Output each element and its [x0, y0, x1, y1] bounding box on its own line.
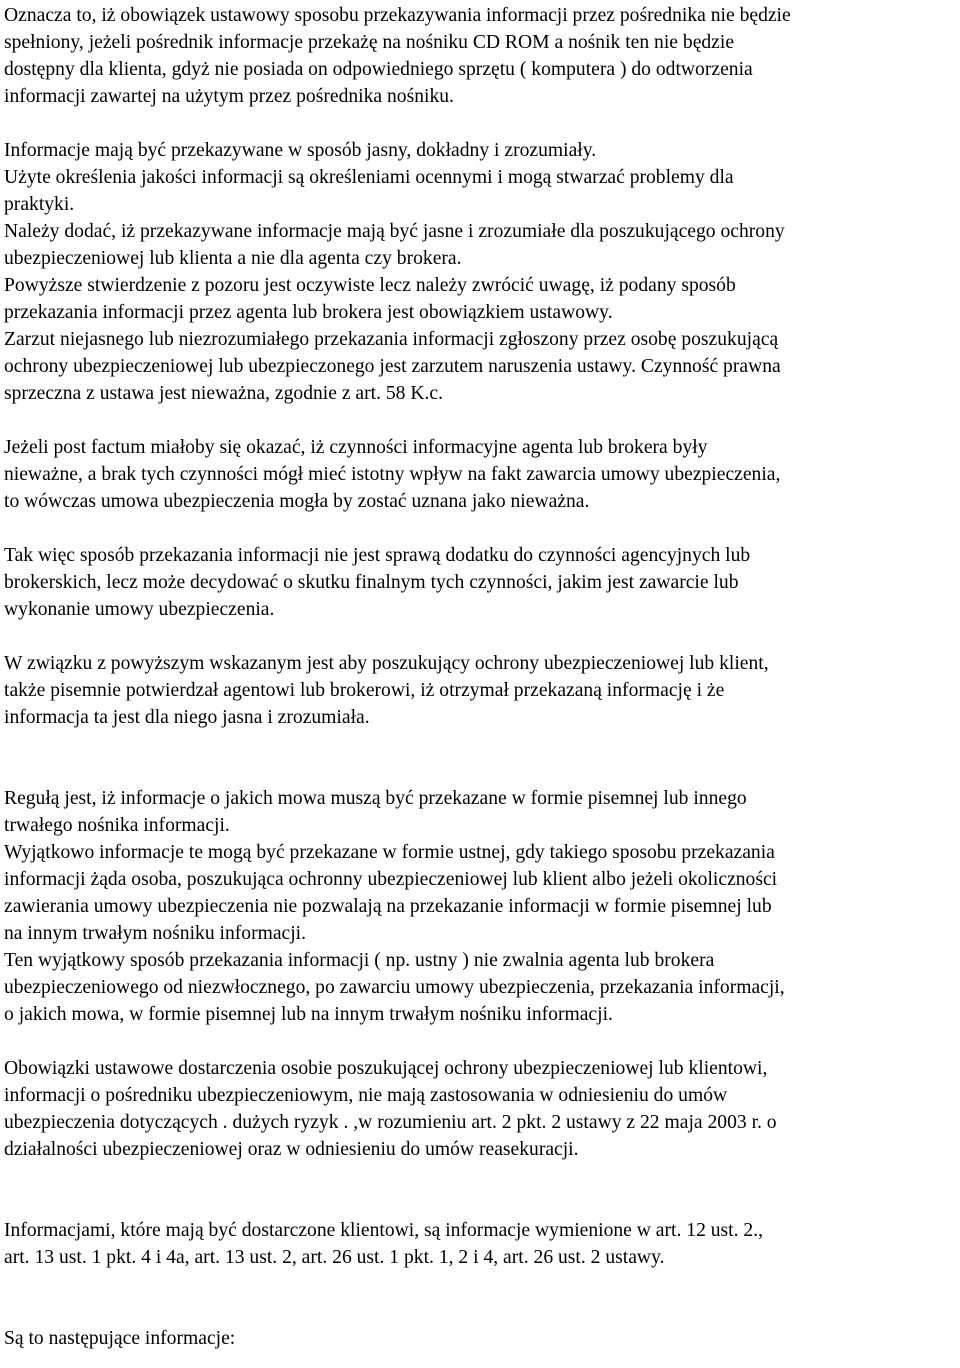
- text-line: ubezpieczeniowej lub klienta a nie dla agenta czy brokera.: [4, 248, 462, 269]
- text-line: Powyższe stwierdzenie z pozoru jest oczywiste lecz należy zwrócić uwagę, iż podany sposób: [4, 275, 736, 296]
- paragraph-spacer: [4, 407, 952, 434]
- text-line: Obowiązki ustawowe dostarczenia osobie poszukującej ochrony ubezpieczeniowej lub klientowi,: [4, 1058, 768, 1079]
- paragraph-spacer: [4, 623, 952, 650]
- paragraph-list-intro: [4, 1325, 952, 1352]
- text-line: ubezpieczeniowego od niezwłocznego, po zawarciu umowy ubezpieczenia, przekazania informacji,: [4, 977, 785, 998]
- text-line: Wyjątkowo informacje te mogą być przekazane w formie ustnej, gdy takiego sposobu przekazania: [4, 842, 775, 863]
- text-line: informacji żąda osoba, poszukująca ochronny ubezpieczeniowej lub klient albo jeżeli okoliczności: [4, 869, 778, 890]
- text-line: Tak więc sposób przekazania informacji nie jest sprawą dodatku do czynności agencyjnych lub: [4, 545, 751, 566]
- text-line: nieważne, a brak tych czynności mógł mieć istotny wpływ na fakt zawarcia umowy ubezpieczenia,: [4, 464, 781, 485]
- text-line: o jakich mowa, w formie pisemnej lub na innym trwałym nośniku informacji.: [4, 1004, 613, 1025]
- text-line: trwałego nośnika informacji.: [4, 815, 230, 836]
- paragraph-clear-information: [4, 137, 952, 164]
- text-line: praktyki.: [4, 194, 75, 215]
- text-line: Są to następujące informacje:: [4, 1328, 236, 1349]
- text-line: informacji zawartej na użytym przez pośrednika nośniku.: [4, 86, 454, 107]
- text-line: przekazania informacji przez agenta lub brokera jest obowiązkiem ustawowy.: [4, 302, 613, 323]
- text-line: ubezpieczenia dotyczących . dużych ryzyk . ,w rozumieniu art. 2 pkt. 2 ustawy z 22 maja 2003 r. o: [4, 1112, 777, 1133]
- text-line: to wówczas umowa ubezpieczenia mogła by zostać uznana jako nieważna.: [4, 491, 590, 512]
- text-line: informacja ta jest dla niego jasna i zrozumiała.: [4, 707, 370, 728]
- text-line: Informacje mają być przekazywane w sposób jasny, dokładny i zrozumiały.: [4, 140, 597, 161]
- paragraph-spacer: [4, 1028, 952, 1055]
- paragraph-unclear-charge: [4, 326, 952, 407]
- text-line: ochrony ubezpieczeniowej lub ubezpieczonego jest zarzutem naruszenia ustawy. Czynność prawna: [4, 356, 781, 377]
- paragraph-quality-terms: [4, 164, 952, 218]
- paragraph-spacer: [4, 1163, 952, 1217]
- text-line: Użyte określenia jakości informacji są określeniami ocennymi i mogą stwarzać problemy dla: [4, 167, 734, 188]
- paragraph-spacer: [4, 515, 952, 542]
- text-line: art. 13 ust. 1 pkt. 4 i 4a, art. 13 ust. 2, art. 26 ust. 1 pkt. 1, 2 i 4, art. 26 ust. 2 ustawy.: [4, 1247, 665, 1268]
- paragraph-written-confirmation: [4, 650, 952, 731]
- text-line: Zarzut niejasnego lub niezrozumiałego przekazania informacji zgłoszony przez osobę poszukującą: [4, 329, 779, 350]
- paragraph-cd-rom-obligation: [4, 2, 952, 110]
- paragraph-spacer: [4, 731, 952, 785]
- paragraph-statutory-duty: [4, 272, 952, 326]
- document-page: [4, 2, 952, 1352]
- paragraph-spacer: [4, 1271, 952, 1325]
- text-line: Ten wyjątkowy sposób przekazania informacji ( np. ustny ) nie zwalnia agenta lub brokera: [4, 950, 715, 971]
- paragraph-exception-obligation: [4, 947, 952, 1028]
- text-line: na innym trwałym nośniku informacji.: [4, 923, 307, 944]
- text-line: Regułą jest, iż informacje o jakich mowa muszą być przekazane w formie pisemnej lub innego: [4, 788, 747, 809]
- text-line: działalności ubezpieczeniowej oraz w odniesieniu do umów reasekuracji.: [4, 1139, 579, 1160]
- paragraph-written-form-rule: [4, 785, 952, 839]
- text-line: W związku z powyższym wskazanym jest aby poszukujący ochrony ubezpieczeniowej lub klient,: [4, 653, 769, 674]
- paragraph-spacer: [4, 110, 952, 137]
- text-line: zawierania umowy ubezpieczenia nie pozwalają na przekazanie informacji w formie pisemnej lub: [4, 896, 772, 917]
- text-line: dostępny dla klienta, gdyż nie posiada on odpowiedniego sprzętu ( komputera ) do odtworzenia: [4, 59, 753, 80]
- paragraph-oral-exception: [4, 839, 952, 947]
- paragraph-clear-for-client: [4, 218, 952, 272]
- paragraph-final-effect: [4, 542, 952, 623]
- paragraph-post-factum: [4, 434, 952, 515]
- paragraph-statute-references: [4, 1217, 952, 1271]
- text-line: sprzeczna z ustawa jest nieważna, zgodnie z art. 58 K.c.: [4, 383, 444, 404]
- text-line: wykonanie umowy ubezpieczenia.: [4, 599, 275, 620]
- text-line: Informacjami, które mają być dostarczone klientowi, są informacje wymienione w art. 12 ust. 2.,: [4, 1220, 764, 1241]
- text-line: Oznacza to, iż obowiązek ustawowy sposobu przekazywania informacji przez pośrednika nie będzie: [4, 5, 791, 26]
- paragraph-large-risks: [4, 1055, 952, 1163]
- text-line: informacji o pośredniku ubezpieczeniowym, nie mają zastosowania w odniesieniu do umów: [4, 1085, 728, 1106]
- text-line: Należy dodać, iż przekazywane informacje mają być jasne i zrozumiałe dla poszukującego ochrony: [4, 221, 785, 242]
- text-line: brokerskich, lecz może decydować o skutku finalnym tych czynności, jakim jest zawarcie lub: [4, 572, 739, 593]
- text-line: także pisemnie potwierdzał agentowi lub brokerowi, iż otrzymał przekazaną informację i że: [4, 680, 725, 701]
- text-line: spełniony, jeżeli pośrednik informacje przekażę na nośniku CD ROM a nośnik ten nie będzie: [4, 32, 735, 53]
- text-line: Jeżeli post factum miałoby się okazać, iż czynności informacyjne agenta lub brokera były: [4, 437, 708, 458]
